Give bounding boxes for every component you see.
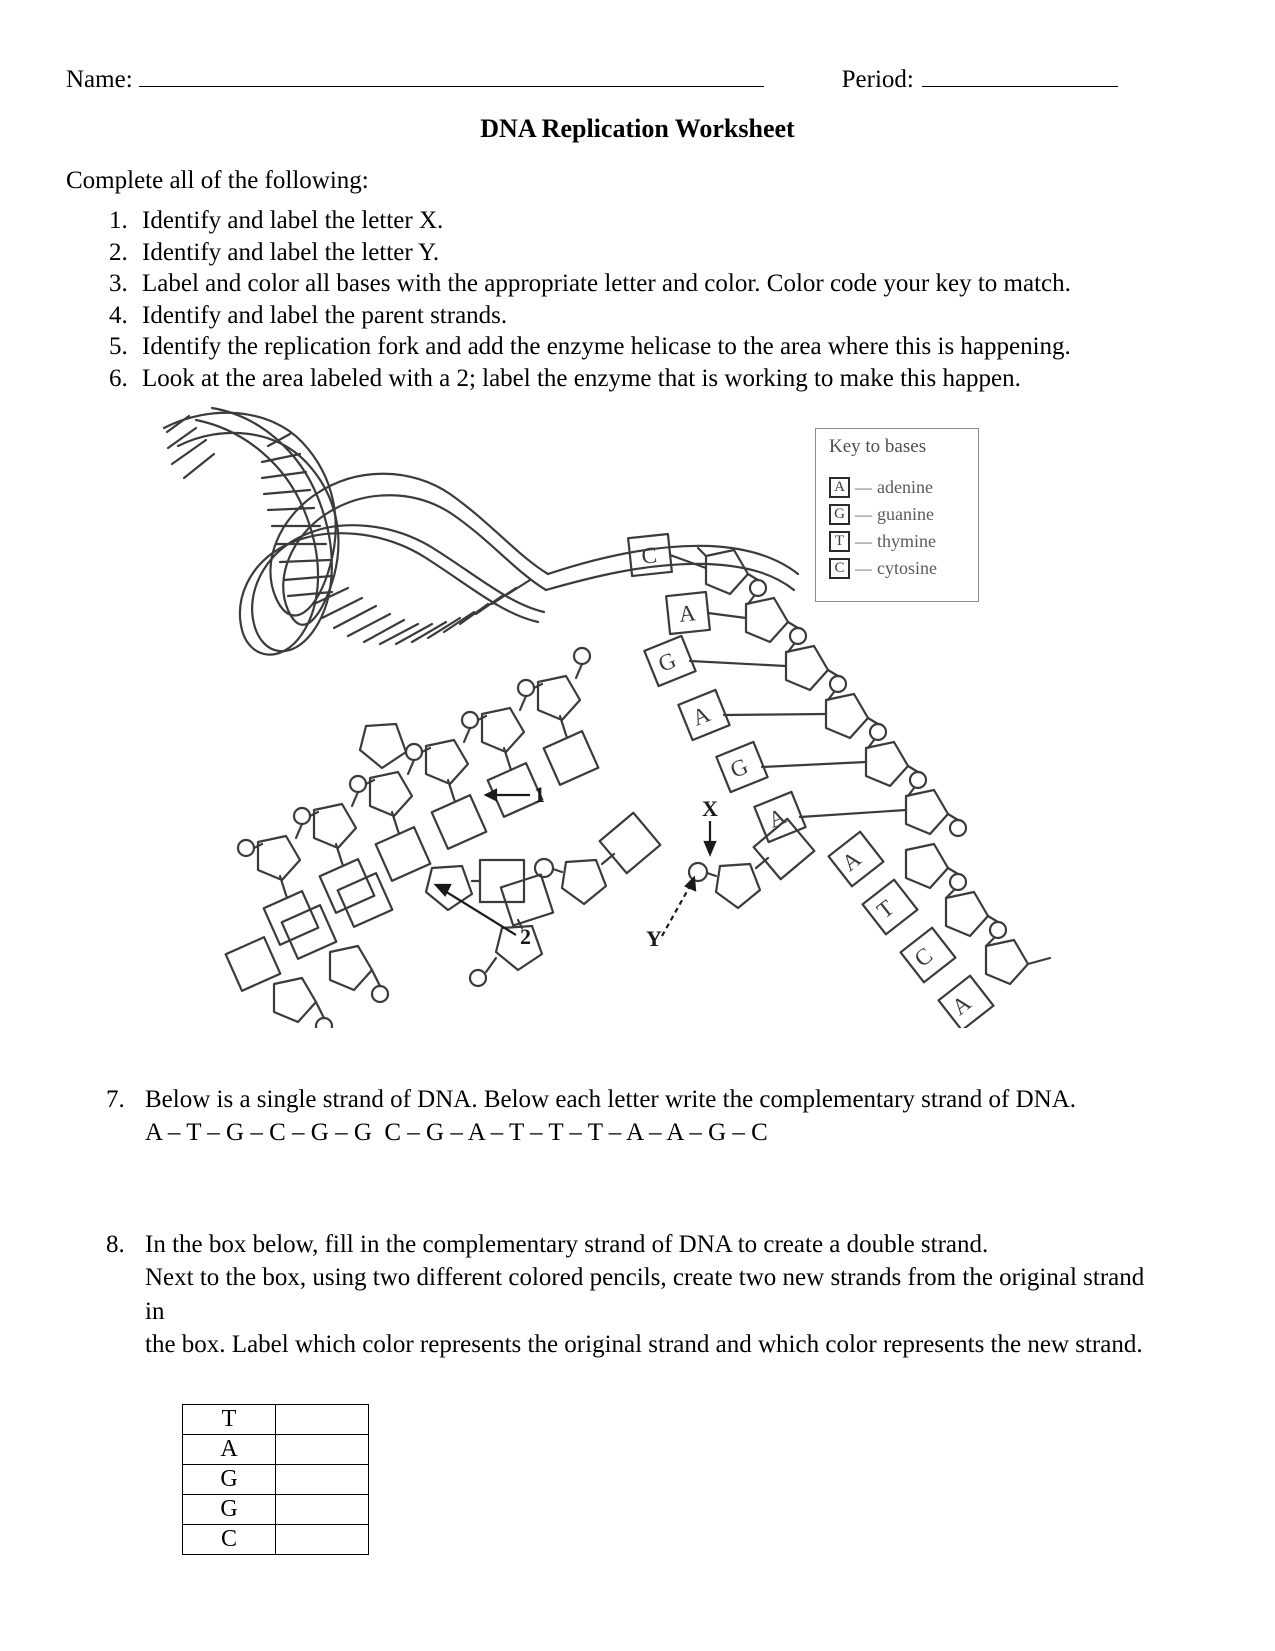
key-entry-cytosine (829, 555, 978, 582)
okazaki-fragment (470, 874, 553, 986)
task-item: 1. Identify and label the letter X. (134, 205, 1194, 237)
table-cell-original: G (183, 1495, 276, 1525)
table-cell-original: A (183, 1435, 276, 1465)
question-8-number: 8. (106, 1231, 125, 1258)
base-letter: A (764, 803, 790, 833)
lagging-strand-backbone (238, 648, 590, 880)
mid-free-nucleotides (360, 724, 524, 910)
task-item: 6. Look at the area labeled with a 2; label the enzyme that is working to make this happen. (134, 363, 1194, 395)
question-7-text: Below is a single strand of DNA. Below each letter write the complementary strand of DNA. (145, 1086, 1076, 1113)
dna-diagram-svg (150, 398, 1130, 1028)
callout-y-arrow (662, 886, 690, 936)
base-letter: A (837, 846, 866, 877)
table-row (183, 1495, 369, 1525)
task-item: 3. Label and color all bases with the appropriate letter and color. Color code your key to match. (134, 268, 1194, 300)
callout-label-1: 1 (534, 782, 545, 807)
key-chip-t: T (829, 531, 850, 552)
key-chip-a: A (829, 477, 850, 498)
task-item: 4. Identify and label the parent strands. (134, 300, 1194, 332)
task-item: 2. Identify and label the letter Y. (134, 237, 1194, 269)
question-7 (106, 1084, 1136, 1149)
key-entry-adenine (829, 474, 978, 501)
base-letter: G (654, 647, 680, 677)
dna-helix-ribbon (164, 408, 548, 655)
callout-label-y: Y (646, 926, 662, 951)
callout-label-x: X (702, 796, 718, 821)
table-cell-original: G (183, 1465, 276, 1495)
base-letter: A (677, 600, 697, 627)
table-row (183, 1435, 369, 1465)
key-name-adenine: adenine (877, 477, 933, 497)
period-blank-line[interactable] (922, 86, 1118, 87)
base-letter: G (726, 753, 752, 783)
key-name-thymine: thymine (877, 531, 936, 551)
table-cell-original: C (183, 1525, 276, 1555)
key-name-guanine: guanine (877, 504, 934, 524)
base-letter: T (872, 894, 899, 924)
question-8-line-2: Next to the box, using two different colored pencils, create two new strands from the original strand in (145, 1264, 1145, 1325)
table-cell-complement[interactable] (276, 1465, 369, 1495)
key-dash: — (855, 558, 872, 578)
key-entry-thymine (829, 528, 978, 555)
table-cell-complement[interactable] (276, 1525, 369, 1555)
question-7-number: 7. (106, 1086, 125, 1113)
question-8 (106, 1228, 1146, 1361)
key-entry-guanine (829, 501, 978, 528)
base-letter: C (640, 542, 659, 569)
free-nucleotide-left (535, 813, 660, 904)
question-8-line-1: In the box below, fill in the complementary strand of DNA to create a double strand. (145, 1231, 989, 1258)
table-cell-original: T (183, 1405, 276, 1435)
question-8-line-3: the box. Label which color represents the original strand and which color represents the new strand. (145, 1330, 1143, 1358)
name-period-row (66, 66, 1076, 94)
table-cell-complement[interactable] (276, 1435, 369, 1465)
table-cell-complement[interactable] (276, 1495, 369, 1525)
table-row (183, 1405, 369, 1435)
strand-table (182, 1404, 369, 1555)
key-entry-list (829, 474, 978, 582)
period-label: Period: (841, 66, 914, 93)
name-blank-line[interactable] (139, 86, 764, 87)
lagging-daughter-strand (226, 873, 393, 1028)
table-row (183, 1525, 369, 1555)
callout-label-2: 2 (520, 924, 531, 949)
base-letter: A (947, 990, 976, 1021)
key-chip-c: C (829, 558, 850, 579)
phosphate-circle-Y (689, 863, 707, 881)
base-letter: C (909, 942, 938, 972)
name-label: Name: (66, 66, 133, 93)
key-title: Key to bases (829, 436, 927, 457)
dna-replication-diagram (150, 398, 1130, 1028)
instructions-intro: Complete all of the following: (66, 167, 369, 194)
key-dash: — (855, 477, 872, 497)
key-dash: — (855, 531, 872, 551)
key-dash: — (855, 504, 872, 524)
table-row (183, 1465, 369, 1495)
task-item: 5. Identify the replication fork and add the enzyme helicase to the area where this is happening. (134, 331, 1194, 363)
callout-2-arrow (440, 888, 516, 935)
task-list (66, 205, 1194, 394)
base-letter: A (688, 701, 714, 731)
question-7-sequence: A – T – G – C – G – G C – G – A – T – T – T – A – A – G – C (145, 1118, 768, 1146)
page-title: DNA Replication Worksheet (480, 114, 795, 143)
key-to-bases-box (815, 428, 979, 602)
key-name-cytosine: cytosine (877, 558, 937, 578)
key-chip-g: G (829, 504, 850, 525)
table-cell-complement[interactable] (276, 1405, 369, 1435)
